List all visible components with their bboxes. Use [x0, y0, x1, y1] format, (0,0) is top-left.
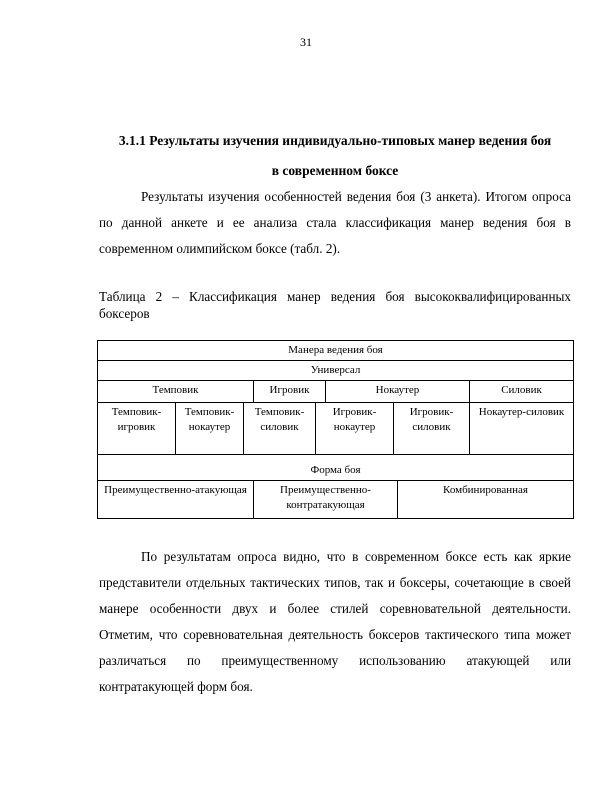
table-header-style: Манера ведения боя	[98, 341, 574, 361]
section-heading-line-1: 3.1.1 Результаты изучения индивидуально-типовых манер ведения боя	[118, 133, 552, 148]
section-heading-line-2: в современном боксе	[271, 163, 399, 178]
table-cell-type: Нокаутер	[326, 381, 470, 403]
table-cell-subtype: Игровик-нокаутер	[316, 403, 394, 455]
table-cell-subtype: Игровик-силовик	[394, 403, 470, 455]
table-cell-form: Преимущественно-атакующая	[98, 481, 254, 519]
table-cell-universal: Универсал	[98, 361, 574, 381]
page-number: 31	[300, 35, 312, 49]
table-cell-form: Преимущественно-контратакующая	[254, 481, 398, 519]
conclusion-paragraph	[99, 544, 571, 700]
intro-paragraph-text: Результаты изучения особенностей ведения боя (3 анкета). Итогом опроса по данной анкете и ее анализа стала классификация манер ведения боя в современном олимпийском боксе (табл. 2).	[99, 189, 571, 256]
table-caption: Таблица 2 – Классификация манер ведения боя высококвалифицированных боксеров	[99, 289, 571, 321]
table-header-form: Форма боя	[98, 455, 574, 481]
table-cell-type: Силовик	[470, 381, 574, 403]
table-cell-form: Комбинированная	[398, 481, 574, 519]
table-cell-type: Темповик	[98, 381, 254, 403]
table-cell-subtype: Темповик-силовик	[244, 403, 316, 455]
table-cell-subtype: Нокаутер-силовик	[470, 403, 574, 455]
intro-paragraph	[99, 184, 571, 262]
classification-table	[97, 340, 574, 519]
table-cell-subtype: Темповик-игровик	[98, 403, 176, 455]
conclusion-paragraph-text: По результатам опроса видно, что в современном боксе есть как яркие представители отдельных тактических типов, так и боксеры, сочетающие в своей манере особенности двух и более стилей соревновательной деятельности. Отметим, что соревновательная деятельность боксеров тактического типа может различаться по преимущественному использованию атакующей или контратакующей форм боя.	[99, 549, 571, 694]
table-cell-type: Игровик	[254, 381, 326, 403]
table-cell-subtype: Темповик-нокаутер	[176, 403, 244, 455]
